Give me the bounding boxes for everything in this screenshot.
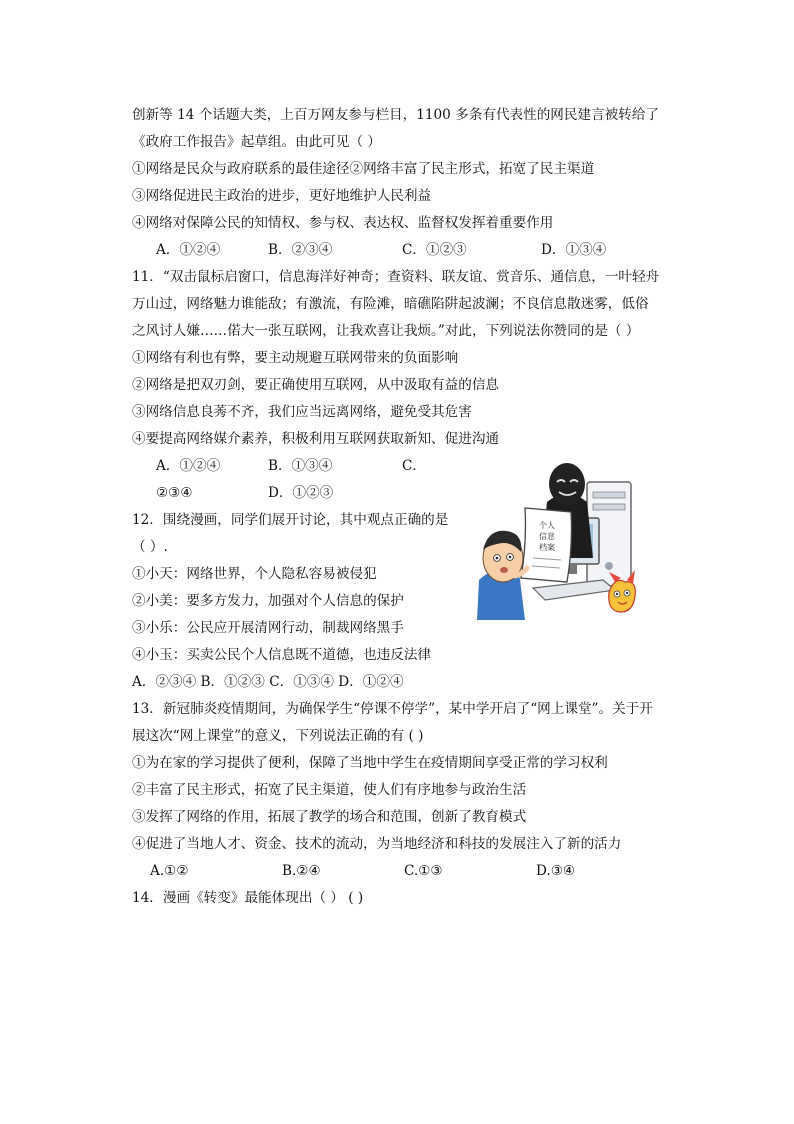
q10-statement-1-2: ①网络是民众与政府联系的最佳途径②网络丰富了民主形式，拓宽了民主渠道 bbox=[132, 161, 595, 177]
q12-options: A．②③④ B．①②③ C．①③④ D．①②④ bbox=[132, 674, 404, 690]
q10-option-d: D．①③④ bbox=[541, 242, 607, 258]
q12-statement-4: ④小玉：买卖公民个人信息既不道德，也违反法律 bbox=[132, 647, 432, 663]
q13-option-c: C.①③ bbox=[404, 863, 443, 879]
q11-stem-line-2: 万山过，网络魅力谁能敌；有激流，有险滩，暗礁陷阱起波澜；不良信息散迷雾，低俗 bbox=[132, 296, 649, 312]
q11-statement-2: ②网络是把双刃剑，要正确使用互联网，从中汲取有益的信息 bbox=[132, 377, 500, 393]
q10-statement-3: ③网络促进民主政治的进步，更好地维护人民利益 bbox=[132, 188, 432, 204]
q13-statement-1: ①为在家的学习提供了便利，保障了当地中学生在疫情期间享受正常的学习权利 bbox=[132, 755, 608, 771]
cartoon-illustration bbox=[475, 462, 640, 620]
document-text-line-3: 档案 bbox=[539, 543, 555, 552]
q11-option-c-continued: ②③④ bbox=[156, 485, 193, 501]
q11-statement-3: ③网络信息良莠不齐，我们应当远离网络，避免受其危害 bbox=[132, 404, 472, 420]
q10-text-line-1: 创新等 14 个话题大类，上百万网友参与栏目，1100 多条有代表性的网民建言被转给了 bbox=[132, 107, 660, 123]
q11-stem-line-1: 11．“双击鼠标启窗口，信息海洋好神奇；查资料、联友谊、赏音乐、通信息，一叶轻舟 bbox=[132, 269, 660, 285]
q10-statement-4: ④网络对保障公民的知情权、参与权、表达权、监督权发挥着重要作用 bbox=[132, 215, 554, 231]
boy-figure-icon bbox=[477, 531, 527, 620]
q10-option-b: B．②③④ bbox=[268, 242, 333, 258]
q13-statement-3: ③发挥了网络的作用，拓展了教学的场合和范围，创新了教育模式 bbox=[132, 809, 527, 825]
q13-statement-4: ④促进了当地人才、资金、技术的流动，为当地经济和科技的发展注入了新的活力 bbox=[132, 836, 622, 852]
document-text-line-2: 信息 bbox=[539, 532, 555, 541]
q10-option-c: C．①②③ bbox=[402, 242, 467, 258]
q13-stem-line-1: 13．新冠肺炎疫情期间，为确保学生“停课不停学”，某中学开启了“网上课堂”。关于开 bbox=[132, 701, 653, 717]
q13-option-a: A.①② bbox=[150, 863, 189, 879]
q13-statement-2: ②丰富了民主形式，拓宽了民主渠道，使人们有序地参与政治生活 bbox=[132, 782, 527, 798]
q13-option-d: D.③④ bbox=[536, 863, 576, 879]
q10-text-line-2: 《政府工作报告》起草组。由此可见（ ） bbox=[132, 134, 382, 150]
q11-statement-4: ④要提高网络媒介素养，积极利用互联网获取新知、促进沟通 bbox=[132, 431, 500, 447]
document-text-line-1: 个人 bbox=[539, 521, 555, 530]
q12-statement-3: ③小乐：公民应开展清网行动，制裁网络黑手 bbox=[132, 620, 404, 636]
q12-statement-1: ①小天：网络世界，个人隐私容易被侵犯 bbox=[132, 566, 377, 582]
q13-stem-line-2: 展这次“网上课堂”的意义，下列说法正确的有 ( ) bbox=[132, 728, 424, 744]
q11-option-c: C． bbox=[402, 458, 426, 474]
q11-stem-line-3: 之风讨人嫌……偌大一张互联网，让我欢喜让我烦。”对此，下列说法你赞同的是（ ） bbox=[132, 323, 640, 339]
personal-info-document-icon bbox=[521, 508, 572, 582]
keyboard-icon bbox=[533, 580, 615, 600]
q12-statement-2: ②小美：要多方发力，加强对个人信息的保护 bbox=[132, 593, 404, 609]
q10-option-a: A．①②④ bbox=[156, 242, 221, 258]
q11-option-d: D．①②③ bbox=[268, 485, 334, 501]
q14-stem: 14．漫画《转变》最能体现出（ ） ( ) bbox=[132, 890, 364, 906]
q13-option-b: B.②④ bbox=[282, 863, 321, 879]
q11-option-a: A．①②④ bbox=[156, 458, 221, 474]
q12-stem-line-2: （ ）. bbox=[132, 539, 168, 555]
q11-option-b: B．①③④ bbox=[268, 458, 333, 474]
q11-statement-1: ①网络有利也有弊，要主动规避互联网带来的负面影响 bbox=[132, 350, 459, 366]
q12-stem-line-1: 12．围绕漫画，同学们展开讨论，其中观点正确的是 bbox=[132, 512, 449, 528]
